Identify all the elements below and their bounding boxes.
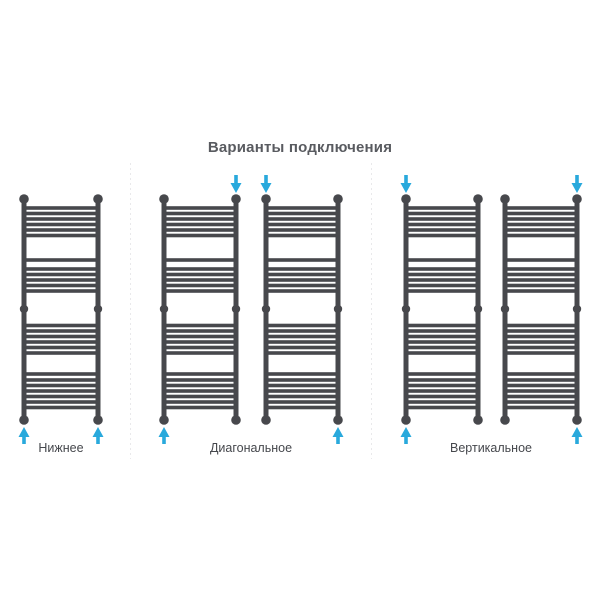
rung	[266, 278, 338, 282]
arrow-down-icon	[401, 175, 412, 193]
rung	[505, 234, 577, 238]
wall-bracket	[573, 305, 581, 313]
rail-cap	[401, 194, 411, 204]
rung	[266, 400, 338, 404]
rail-cap	[473, 194, 483, 204]
rung	[505, 217, 577, 221]
rung	[24, 378, 98, 382]
rung	[406, 329, 478, 333]
rung	[164, 400, 236, 404]
rung	[505, 384, 577, 388]
rung	[406, 228, 478, 232]
rung	[406, 372, 478, 376]
rung	[164, 234, 236, 238]
rung	[266, 217, 338, 221]
rung	[406, 351, 478, 355]
rung	[164, 395, 236, 399]
rung	[406, 258, 478, 262]
wall-bracket	[232, 305, 240, 313]
rung	[406, 389, 478, 393]
rail-foot	[473, 415, 483, 425]
rung	[505, 273, 577, 277]
rung	[266, 389, 338, 393]
rung	[406, 217, 478, 221]
rung	[164, 389, 236, 393]
rung	[406, 384, 478, 388]
rail-cap	[93, 194, 103, 204]
rung	[164, 372, 236, 376]
rung	[266, 384, 338, 388]
rung	[406, 273, 478, 277]
rung	[505, 324, 577, 328]
rung	[24, 384, 98, 388]
rail-foot	[500, 415, 510, 425]
rail-foot	[261, 415, 271, 425]
rung	[406, 400, 478, 404]
rung	[164, 335, 236, 339]
arrow-up-icon	[93, 427, 104, 444]
wall-bracket	[160, 305, 168, 313]
rung	[505, 289, 577, 293]
arrow-up-icon	[333, 427, 344, 444]
rung	[164, 351, 236, 355]
rung	[266, 206, 338, 210]
rung	[164, 212, 236, 216]
rung	[266, 273, 338, 277]
rung	[505, 267, 577, 271]
rung	[24, 278, 98, 282]
rung	[164, 346, 236, 350]
rung	[505, 212, 577, 216]
rung	[266, 289, 338, 293]
rung	[24, 406, 98, 410]
rung	[406, 378, 478, 382]
rail-foot	[572, 415, 582, 425]
arrow-down-icon	[572, 175, 583, 193]
rung	[24, 217, 98, 221]
rung	[406, 234, 478, 238]
rung	[266, 324, 338, 328]
wall-bracket	[474, 305, 482, 313]
radiator	[401, 175, 483, 444]
rung	[266, 223, 338, 227]
rung	[505, 284, 577, 288]
rung	[24, 335, 98, 339]
rung	[24, 289, 98, 293]
rung	[505, 389, 577, 393]
rung	[406, 340, 478, 344]
rung	[24, 389, 98, 393]
rung	[406, 324, 478, 328]
rung	[164, 258, 236, 262]
rung	[266, 346, 338, 350]
wall-bracket	[20, 305, 28, 313]
rail-foot	[333, 415, 343, 425]
rung	[266, 329, 338, 333]
rung	[24, 206, 98, 210]
rung	[266, 340, 338, 344]
rung	[406, 278, 478, 282]
rung	[266, 212, 338, 216]
rung	[505, 406, 577, 410]
rail-foot	[93, 415, 103, 425]
wall-bracket	[501, 305, 509, 313]
rung	[164, 278, 236, 282]
rung	[406, 223, 478, 227]
rung	[24, 234, 98, 238]
rung	[406, 212, 478, 216]
rung	[406, 284, 478, 288]
rung	[406, 206, 478, 210]
wall-bracket	[94, 305, 102, 313]
rung	[505, 278, 577, 282]
rung	[505, 378, 577, 382]
arrow-down-icon	[261, 175, 272, 193]
rung	[266, 284, 338, 288]
wall-bracket	[402, 305, 410, 313]
rung	[164, 284, 236, 288]
section-label-bottom: Нижнее	[38, 441, 84, 455]
rung	[24, 400, 98, 404]
rung	[505, 340, 577, 344]
rung	[406, 406, 478, 410]
rail-foot	[159, 415, 169, 425]
rung	[505, 395, 577, 399]
rail-cap	[333, 194, 343, 204]
rung	[505, 372, 577, 376]
radiator	[19, 194, 104, 444]
rung	[406, 289, 478, 293]
rung	[266, 267, 338, 271]
rung	[266, 228, 338, 232]
rung	[24, 340, 98, 344]
radiator	[261, 175, 344, 444]
rail-foot	[401, 415, 411, 425]
rung	[164, 329, 236, 333]
rung	[406, 395, 478, 399]
rung	[505, 351, 577, 355]
rung	[24, 273, 98, 277]
rung	[164, 267, 236, 271]
rung	[266, 258, 338, 262]
rung	[266, 335, 338, 339]
rung	[505, 329, 577, 333]
wall-bracket	[262, 305, 270, 313]
rung	[164, 273, 236, 277]
rung	[266, 234, 338, 238]
rung	[266, 351, 338, 355]
rung	[24, 228, 98, 232]
rung	[24, 329, 98, 333]
rung	[164, 223, 236, 227]
rung	[406, 267, 478, 271]
rung	[505, 335, 577, 339]
rail-foot	[19, 415, 29, 425]
arrow-down-icon	[231, 175, 242, 193]
rung	[24, 324, 98, 328]
rung	[164, 228, 236, 232]
rung	[24, 212, 98, 216]
rung	[406, 335, 478, 339]
radiator	[500, 175, 582, 444]
rung	[505, 400, 577, 404]
rung	[24, 267, 98, 271]
rung	[164, 206, 236, 210]
page-title: Варианты подключения	[207, 139, 393, 156]
rung	[24, 223, 98, 227]
section-label-vertical: Вертикальное	[450, 441, 532, 455]
rung	[406, 346, 478, 350]
rung	[164, 340, 236, 344]
rung	[505, 258, 577, 262]
rung	[266, 378, 338, 382]
rail-cap	[500, 194, 510, 204]
rung	[164, 406, 236, 410]
rail-cap	[231, 194, 241, 204]
rung	[164, 384, 236, 388]
rung	[24, 258, 98, 262]
rung	[266, 372, 338, 376]
section-label-diagonal: Диагональное	[209, 441, 293, 455]
rung	[505, 223, 577, 227]
rung	[505, 228, 577, 232]
rail-cap	[572, 194, 582, 204]
rail-foot	[231, 415, 241, 425]
rung	[164, 217, 236, 221]
wall-bracket	[334, 305, 342, 313]
arrow-up-icon	[19, 427, 30, 444]
rung	[24, 372, 98, 376]
rung	[164, 324, 236, 328]
rung	[24, 284, 98, 288]
rung	[24, 351, 98, 355]
rung	[505, 346, 577, 350]
rail-cap	[159, 194, 169, 204]
arrow-up-icon	[572, 427, 583, 444]
rung	[164, 289, 236, 293]
rung	[505, 206, 577, 210]
radiator	[159, 175, 242, 444]
rung	[24, 346, 98, 350]
rail-cap	[261, 194, 271, 204]
rung	[164, 378, 236, 382]
arrow-up-icon	[401, 427, 412, 444]
arrow-up-icon	[159, 427, 170, 444]
rail-cap	[19, 194, 29, 204]
rung	[266, 395, 338, 399]
rung	[266, 406, 338, 410]
rung	[24, 395, 98, 399]
